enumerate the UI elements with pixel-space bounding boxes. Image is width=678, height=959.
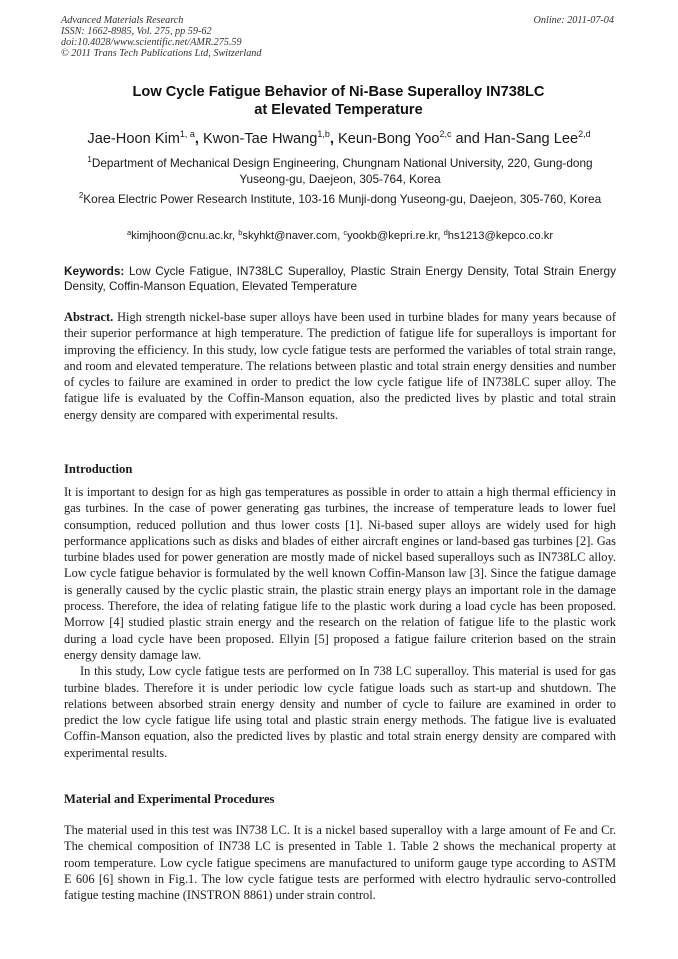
author-separator: and [451, 131, 484, 147]
abstract-text: High strength nickel-base super alloys have been used in turbine blades for many years because of their superior performance at high temperature. The prediction of fatigue life for superalloys is important for improving the efficiency. In this study, low cycle fatigue tests are performed the variables of total strain range, and room and elevated temperature. The relations between plastic and total strain energy densities and number of cycles to failure are examined in order to predict the low cycle fatigue life of IN738LC super alloy. The fatigue life is evaluated by the Coffin-Manson equation, also the predicted lives by plastic and total strain energy density are compared with experimental results. [64, 310, 616, 422]
email-list [64, 228, 616, 244]
author-name: Jae-Hoon Kim [87, 131, 180, 147]
introduction-body [64, 484, 616, 761]
title-line-1: Low Cycle Fatigue Behavior of Ni-Base Superalloy IN738LC [132, 84, 545, 100]
author-name: Kwon-Tae Hwang [203, 131, 318, 147]
author-separator: , [329, 131, 339, 147]
journal-name: Advanced Materials Research [61, 15, 184, 26]
issn-line: ISSN: 1662-8985, Vol. 275, pp 59-62 [61, 26, 212, 37]
keywords-block [64, 264, 616, 294]
abstract-block [64, 309, 616, 423]
online-date: Online: 2011-07-04 [533, 15, 614, 26]
author-list [40, 129, 638, 149]
affiliation-text: Korea Electric Power Research Institute, 103-16 Munji-dong Yuseong-gu, Daejeon, 305-760, Korea [83, 192, 602, 206]
journal-header [61, 15, 261, 59]
paragraph: In this study, Low cycle fatigue tests are performed on In 738 LC superalloy. This material is used for gas turbine blades. Therefore it is under periodic low cycle fatigue loads such as start-up and shutdown. The relations between absorbed strain energy density and number of cycle to failure are examined in order to predict the low cycle fatigue life using total and plastic strain energy methods. The fatigue live is evaluated Coffin-Manson equation, also the predicted lives by plastic and total strain energy density are compared with experimental results. [64, 664, 616, 760]
email-address[interactable]: kimjhoon@cnu.ac.kr, [131, 230, 239, 242]
affiliation-2 [64, 191, 616, 207]
section-heading-materials: Material and Experimental Procedures [64, 792, 275, 806]
author-sup: 2,d [578, 129, 591, 139]
affiliation-text: Department of Mechanical Design Engineering, Chungnam National University, 220, Gung-dong Yuseong-gu, Daejeon, 305-764, Korea [91, 156, 593, 186]
email-sup: a [126, 228, 132, 237]
keywords-text: Low Cycle Fatigue, IN738LC Superalloy, Plastic Strain Energy Density, Total Strain Energy Density, Coffin-Manson Equation, Elevated Temperature [64, 264, 616, 293]
author-name: Han-Sang Lee [483, 131, 579, 147]
paper-title [61, 83, 616, 119]
affiliation-1 [64, 155, 616, 187]
email-sup: d [443, 228, 448, 237]
email-address[interactable]: skyhkt@naver.com, [242, 230, 344, 242]
author-sup: 1, a [179, 129, 195, 139]
author-sup: 1,b [317, 129, 330, 139]
keywords-label: Keywords: [64, 264, 125, 278]
paragraph: It is important to design for as high gas temperatures as possible in order to attain a high thermal efficiency in gas turbines. In the case of power generating gas turbines, the increase of temperature leads to lower fuel consumption, reduced pollution and thus lower costs [1]. Ni-based super alloys are widely used for high performance applications such as disks and blades of either aircraft engines or land-based gas turbines [2]. Gas turbine blades used for power generation are mostly made of nickel based superalloys such as IN738LC alloy. Low cycle fatigue behavior is formulated by the well known Coffin-Manson law [3]. Since the fatigue damage is generally caused by the cyclic plastic strain, the plastic strain energy plays an important role in the damage process. Therefore, the idea of relating fatigue life to the plastic work during a load cycle has been proposed. Morrow [4] studied plastic strain energy and the research on the relation of fatigue life to the plastic work during a load cycle have been proposed. Ellyin [5] proposed a fatigue failure criterion based on the strain energy density damage law. [64, 485, 616, 662]
email-sup: c [343, 228, 348, 237]
abstract-label: Abstract. [64, 310, 114, 324]
materials-body [64, 822, 616, 903]
author-sup: 2,c [439, 129, 452, 139]
affiliation-sup: 1 [87, 155, 92, 164]
author-separator: , [194, 131, 203, 147]
copyright-line: © 2011 Trans Tech Publications Ltd, Switzerland [61, 48, 262, 59]
paragraph: The material used in this test was IN738 LC. It is a nickel based superalloy with a large amount of Fe and Cr. The chemical composition of IN738 LC is presented in Table 1. Table 2 shows the mechanical property at room temperature. Low cycle fatigue specimens are manufactured to uniform gauge type according to ASTM E 606 [6] shown in Fig.1. The low cycle fatigue tests are performed with electro hydraulic servo-controlled fatigue testing machine (INSTRON 8861) under strain control. [64, 823, 616, 903]
affiliation-sup: 2 [78, 191, 84, 200]
section-heading-introduction: Introduction [64, 462, 133, 476]
doi-line: doi:10.4028/www.scientific.net/AMR.275.59 [61, 37, 242, 48]
author-name: Keun-Bong Yoo [338, 131, 440, 147]
email-address[interactable]: hs1213@kepco.co.kr [447, 230, 554, 242]
email-sup: b [238, 228, 243, 237]
email-address[interactable]: yookb@kepri.re.kr, [347, 230, 444, 242]
title-line-2: at Elevated Temperature [254, 102, 423, 118]
